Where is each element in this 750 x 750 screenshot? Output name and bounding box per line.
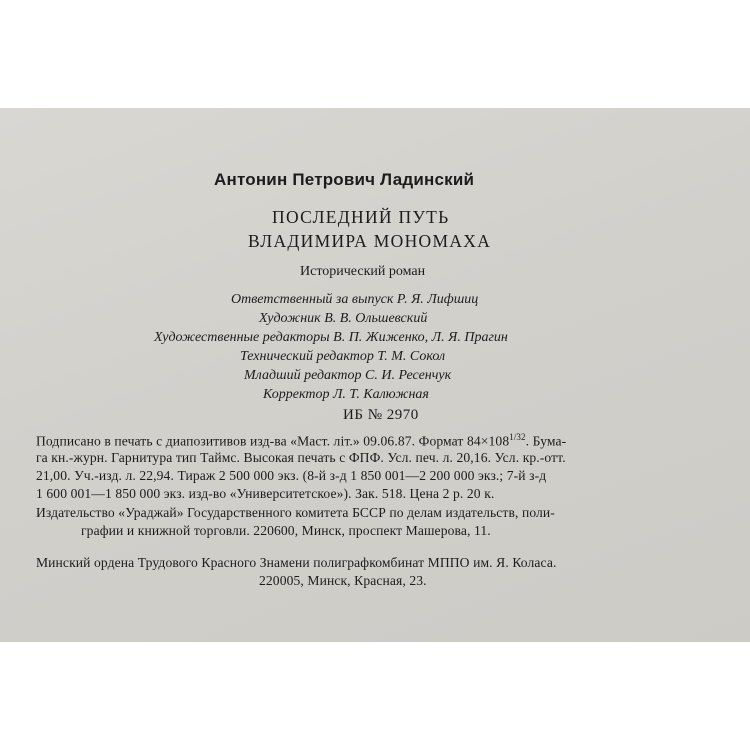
format-fraction: 1/32 [509, 432, 526, 442]
page-photo [0, 108, 750, 642]
print-details-line-4: 1 600 001—1 850 000 экз. изд-во «Университетское»). Зак. 518. Цена 2 р. 20 к. [36, 486, 495, 501]
credit-proofreader: Корректор Л. Т. Калюжная [263, 387, 429, 402]
credit-art-editors: Художественные редакторы В. П. Жиженко, Л. Я. Прагин [154, 330, 508, 345]
credit-junior-editor: Младший редактор С. И. Ресенчук [244, 368, 452, 383]
printer-line-2: 220005, Минск, Красная, 23. [259, 573, 427, 588]
credit-artist: Художник В. В. Ольшевский [259, 311, 428, 326]
author-name: Антонин Петрович Ладинский [214, 170, 475, 189]
book-title-line-1: ПОСЛЕДНИЙ ПУТЬ [272, 207, 450, 227]
credit-responsible: Ответственный за выпуск Р. Я. Лифшиц [231, 292, 479, 307]
imprint-page [0, 108, 750, 642]
print-details-line-1 [36, 433, 566, 448]
print-details-line-1-text: Подписано в печать с диапозитивов изд-ва «Маст. літ.» 09.06.87. Формат 84×108 [36, 433, 510, 449]
print-details-line-2: га кн.-журн. Гарнитура тип Таймс. Высокая печать с ФПФ. Усл. печ. л. 20,16. Усл. кр.-отт. [36, 450, 566, 465]
publisher-line-2: графии и книжной торговли. 220600, Минск, проспект Машерова, 11. [81, 523, 491, 538]
publisher-line-1: Издательство «Ураджай» Государственного комитета БССР по делам издательств, поли- [36, 505, 555, 520]
printer-line-1: Минский ордена Трудового Красного Знамени полиграфкомбинат МППО им. Я. Коласа. [36, 555, 557, 570]
ib-number: ИБ № 2970 [343, 407, 419, 423]
print-details-line-3: 21,00. Уч.-изд. л. 22,94. Тираж 2 500 000 экз. (8-й з-д 1 850 001—2 200 000 экз.; 7-й з-д [36, 468, 547, 483]
book-title-line-2: ВЛАДИМИРА МОНОМАХА [248, 231, 492, 251]
genre-label: Исторический роман [300, 264, 426, 279]
credit-tech-editor: Технический редактор Т. М. Сокол [240, 349, 446, 364]
print-details-line-1-end: . Бума- [525, 433, 567, 449]
